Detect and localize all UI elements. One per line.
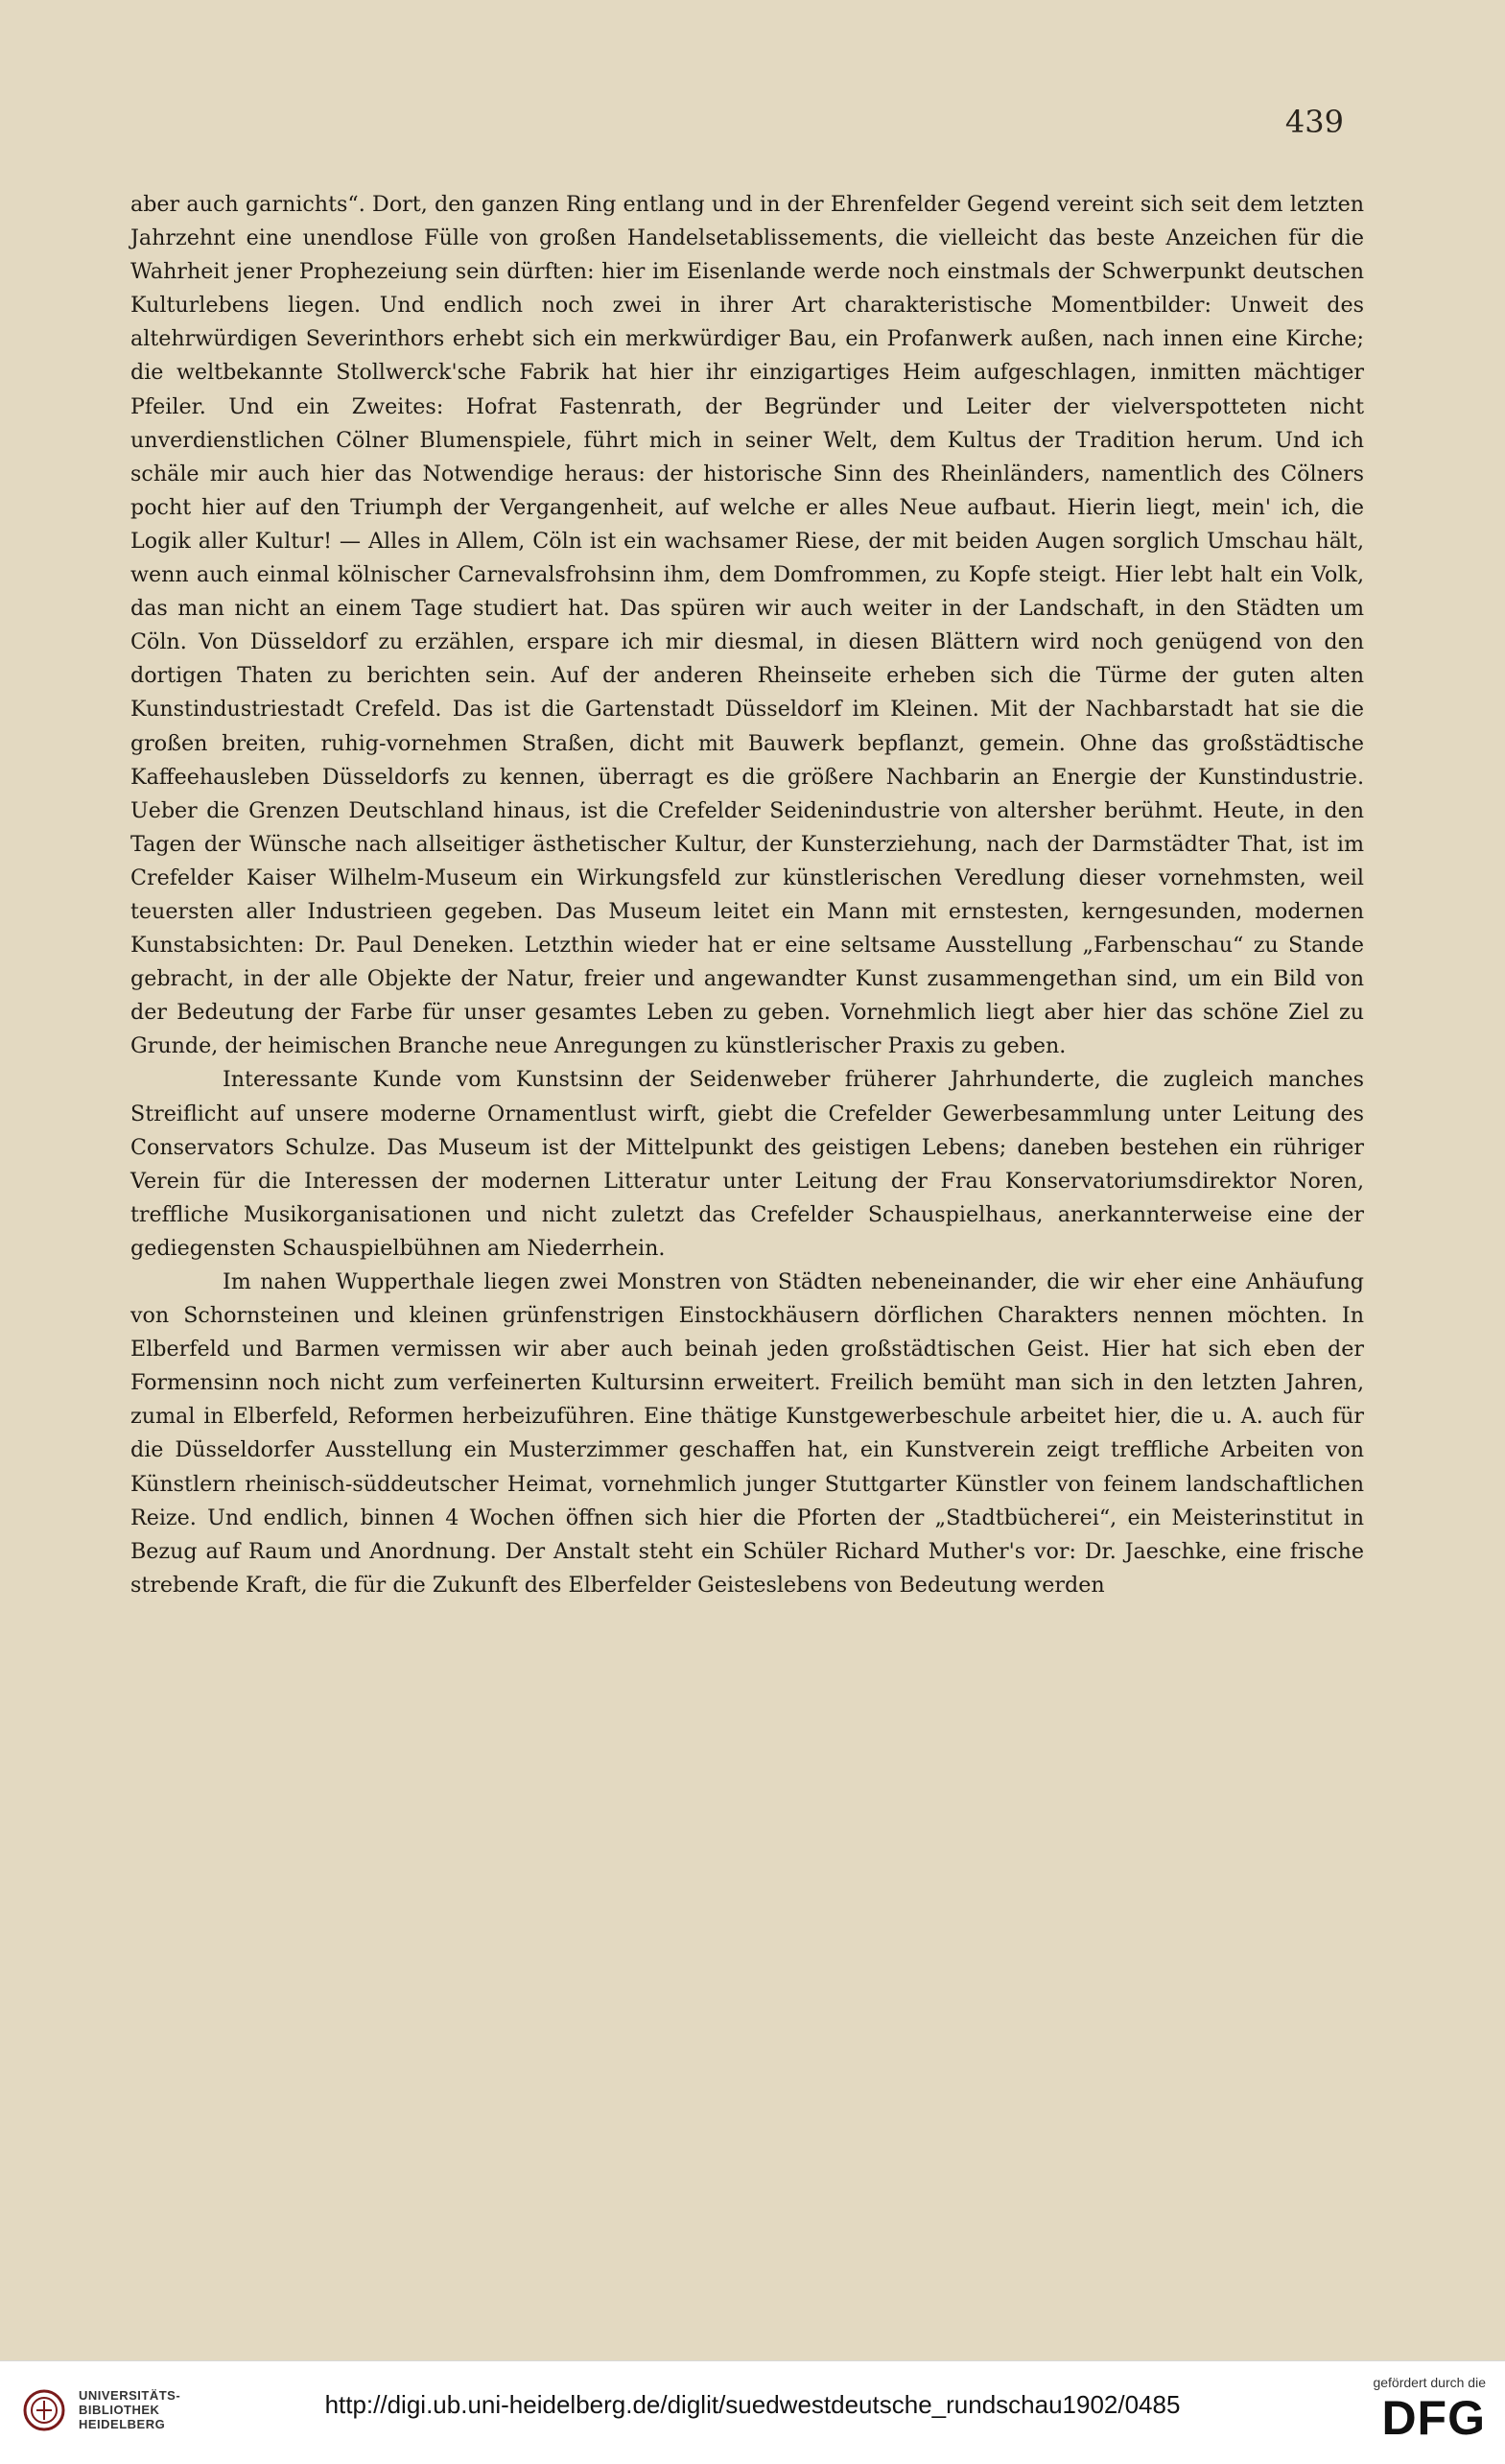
dfg-wordmark: DFG (1381, 2391, 1486, 2445)
viewer-footer (0, 2360, 1505, 2464)
page-number: 439 (1284, 104, 1344, 140)
dfg-logo[interactable] (1332, 2375, 1486, 2445)
library-name-line: BIBLIOTHEK (79, 2403, 160, 2417)
source-url-link[interactable]: http://digi.ub.uni-heidelberg.de/diglit/suedwestdeutsche_rundschau1902/0485 (324, 2390, 1181, 2419)
paragraph: Im nahen Wupperthale liegen zwei Monstren von Städten nebeneinander, die wir eher eine Anhäufung von Schornsteinen und kleinen grünfenstrigen Einstockhäusern dörflichen Charakters nennen möchten. In Elberfeld und Barmen vermissen wir aber auch beinah jeden großstädtischen Geist. Hier hat sich eben der Formensinn noch nicht zum verfeinerten Kultursinn erweitert. Freilich bemüht man sich in den letzten Jahren, zumal in Elberfeld, Reformen herbeizuführen. Eine thätige Kunstgewerbeschule arbeitet hier, die u. A. auch für die Düsseldorfer Ausstellung ein Musterzimmer geschaffen hat, ein Kunstverein zeigt treffliche Arbeiten von Künstlern rheinisch-süddeutscher Heimat, vornehmlich junger Stuttgarter Künstler von feinem landschaftlichen Reize. Und endlich, binnen 4 Wochen öffnen sich hier die Pforten der „Stadtbücherei“, ein Meisterinstitut in Bezug auf Raum und Anordnung. Der Anstalt steht ein Schüler Richard Muther's vor: Dr. Jaeschke, eine frische strebende Kraft, die für die Zukunft des Elberfelder Geisteslebens von Bedeutung werden (130, 1269, 1364, 1598)
paragraph: Interessante Kunde vom Kunstsinn der Seidenweber früherer Jahrhunderte, die zugleich manches Streiflicht auf unsere moderne Ornamentlust wirft, giebt die Crefelder Gewerbesammlung unter Leitung des Conservators Schulze. Das Museum ist der Mittelpunkt des geistigen Lebens; daneben bestehen ein rühriger Verein für die Interessen der modernen Litteratur unter Leitung der Frau Konservatoriumsdirektor Noren, treffliche Musikorganisationen und nicht zuletzt das Crefelder Schauspielhaus, anerkannterweise eine der gediegensten Schauspielbühnen am Niederrhein. (130, 1067, 1364, 1261)
library-name-line: UNIVERSITÄTS- (79, 2388, 181, 2403)
article-text (130, 188, 1364, 1602)
funding-note: gefördert durch die (1373, 2375, 1486, 2390)
paragraph: aber auch garnichts“. Dort, den ganzen Ring entlang und in der Ehrenfelder Gegend vereint sich seit dem letzten Jahrzehnt eine unendlose Fülle von großen Handelsetablissements, die vielleicht das beste Anzeichen für die Wahrheit jener Prophezeiung sein dürften: hier im Eisenlande werde noch einstmals der Schwerpunkt deutschen Kulturlebens liegen. Und endlich noch zwei in ihrer Art charakteristische Momentbilder: Unweit des altehrwürdigen Severinthors erhebt sich ein merkwürdiger Bau, ein Profanwerk außen, nach innen eine Kirche; die weltbekannte Stollwerck'sche Fabrik hat hier ihr einzigartiges Heim aufgeschlagen, inmitten mächtiger Pfeiler. Und ein Zweites: Hofrat Fastenrath, der Begründer und Leiter der vielverspotteten nicht unverdienstlichen Cölner Blumenspiele, führt mich in seiner Welt, dem Kultus der Tradition herum. Und ich schäle mir auch hier das Notwendige heraus: der historische Sinn des Rheinländers, namentlich des Cölners pocht hier auf den Triumph der Vergangenheit, auf welche er alles Neue aufbaut. Hierin liegt, mein' ich, die Logik aller Kultur! — Alles in Allem, Cöln ist ein wachsamer Riese, der mit beiden Augen sorglich Umschau hält, wenn auch einmal kölnischer Carnevalsfrohsinn ihm, dem Domfrommen, zu Kopfe steigt. Hier lebt halt ein Volk, das man nicht an einem Tage studiert hat. Das spüren wir auch weiter in der Landschaft, in den Städten um Cöln. Von Düsseldorf zu erzählen, erspare ich mir diesmal, in diesen Blättern wird noch genügend von den dortigen Thaten zu berichten sein. Auf der anderen Rheinseite erheben sich die Türme der guten alten Kunstindustriestadt Crefeld. Das ist die Gartenstadt Düsseldorf im Kleinen. Mit der Nachbarstadt hat sie die großen breiten, ruhig-vornehmen Straßen, dicht mit Bauwerk bepflanzt, gemein. Ohne das großstädtische Kaffeehausleben Düsseldorfs zu kennen, überragt es die größere Nachbarin an Energie der Kunstindustrie. Ueber die Grenzen Deutschland hinaus, ist die Crefelder Seidenindustrie von altersher berühmt. Heute, in den Tagen der Wünsche nach allseitiger ästhetischer Kultur, der Kunsterziehung, nach der Darmstädter That, ist im Crefelder Kaiser Wilhelm-Museum ein Wirkungsfeld zur künstlerischen Veredlung dieser vornehmsten, weil teuersten aller Industrieen gegeben. Das Museum leitet ein Mann mit ernstesten, kerngesunden, modernen Kunstabsichten: Dr. Paul Deneken. Letzthin wieder hat er eine seltsame Ausstellung „Farbenschau“ zu Stande gebracht, in der alle Objekte der Natur, freier und angewandter Kunst zusammengethan sind, um ein Bild von der Bedeutung der Farbe für unser gesamtes Leben zu geben. Vornehmlich liegt aber hier das schöne Ziel zu Grunde, der heimischen Branche neue Anregungen zu künstlerischer Praxis zu geben. (130, 192, 1364, 1059)
library-name-line: HEIDELBERG (79, 2417, 166, 2431)
